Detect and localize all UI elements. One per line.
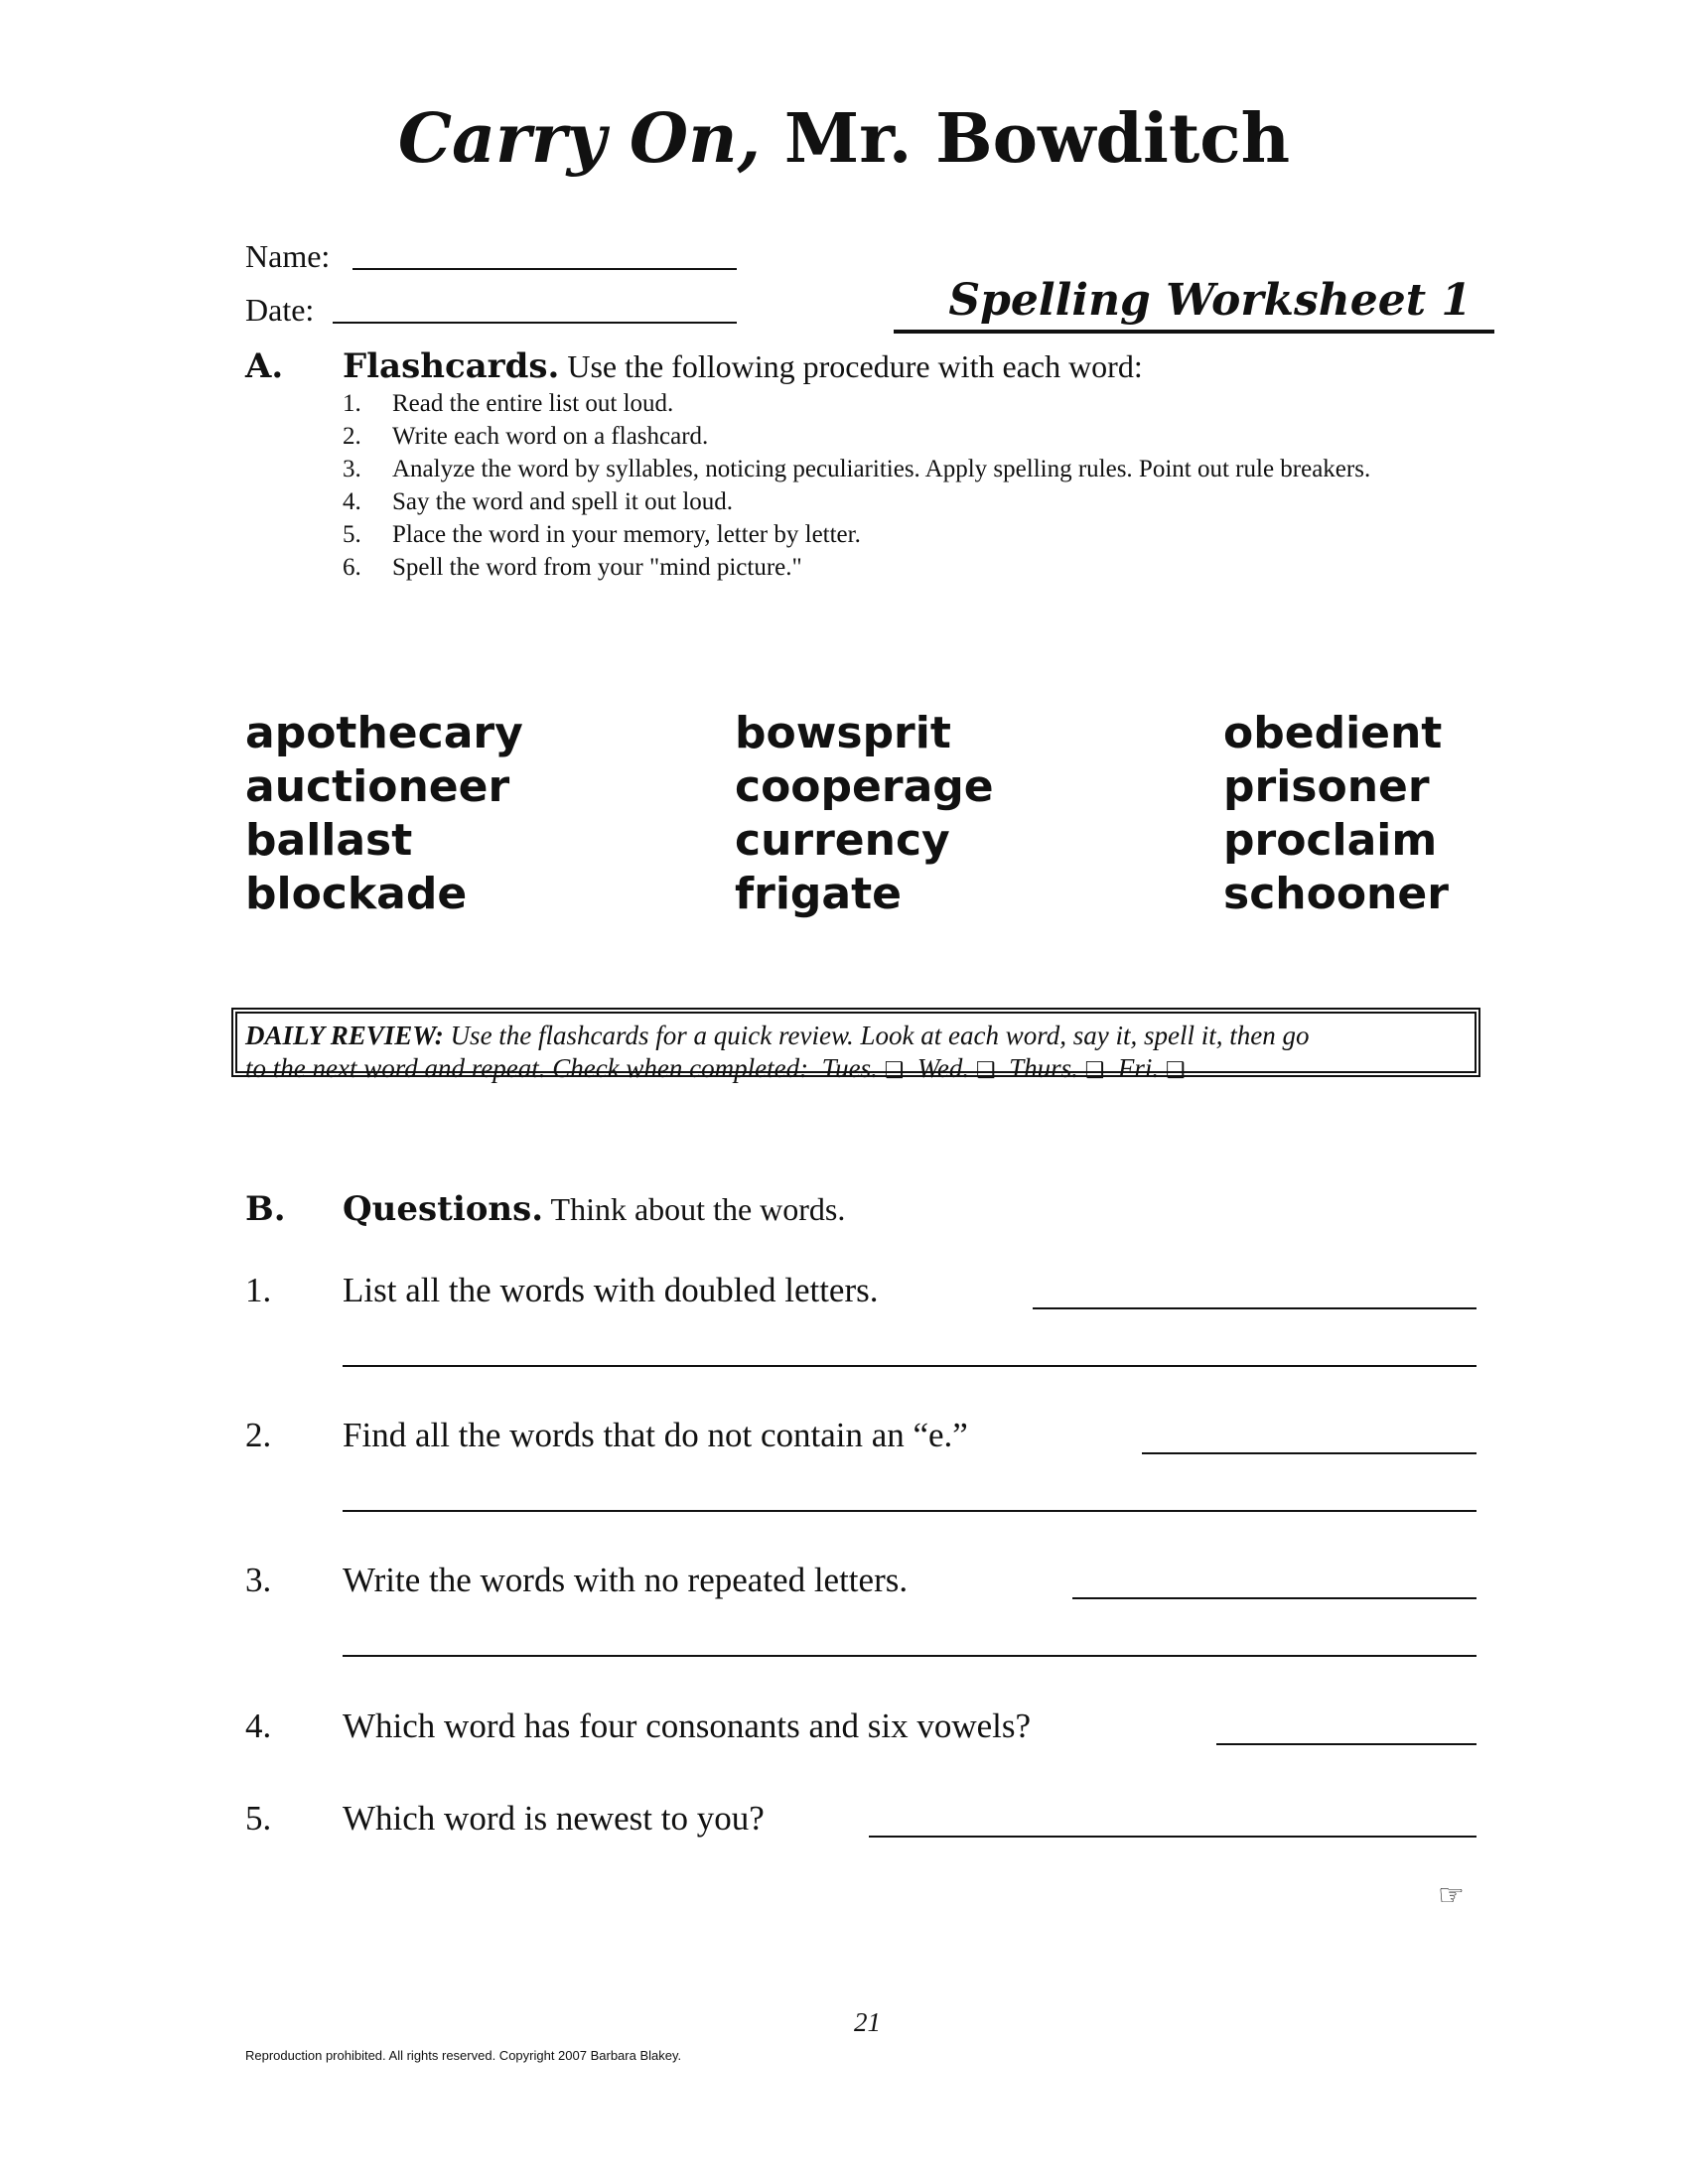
spelling-word: ballast	[245, 815, 413, 866]
answer-1-line-1[interactable]	[1033, 1307, 1477, 1309]
spelling-word: prisoner	[1223, 761, 1430, 812]
step-text: Say the word and spell it out loud.	[392, 488, 734, 515]
spelling-word: schooner	[1223, 869, 1449, 919]
checkbox-wed[interactable]: ❑	[975, 1057, 996, 1082]
page-title	[0, 94, 1688, 184]
step-item	[343, 485, 1465, 518]
daily-review-box	[231, 1008, 1480, 1083]
spelling-word: obedient	[1223, 708, 1443, 758]
daily-review-text: Use the flashcards for a quick review. Look at each word, say it, spell it, then go	[450, 1021, 1310, 1050]
day-thurs-label: Thurs.	[1009, 1053, 1078, 1083]
checkbox-fri[interactable]: ❑	[1165, 1057, 1186, 1082]
question-4-text: Which word has four consonants and six vowels?	[343, 1706, 1032, 1745]
section-b-heading	[343, 1189, 845, 1229]
step-number: 4.	[343, 488, 361, 515]
day-tues-label: Tues.	[821, 1053, 878, 1083]
worksheet-title-rule	[894, 330, 1494, 334]
question-2-text: Find all the words that do not contain an “e.”	[343, 1416, 968, 1454]
question-2-number: 2.	[245, 1416, 272, 1454]
step-number: 1.	[343, 390, 361, 417]
spelling-word: currency	[735, 815, 950, 866]
step-number: 5.	[343, 521, 361, 548]
step-item	[343, 453, 1465, 485]
spelling-word: frigate	[735, 869, 902, 919]
daily-review-line-2	[245, 1052, 1467, 1086]
daily-review-label: DAILY REVIEW:	[245, 1021, 444, 1050]
question-1-text: List all the words with doubled letters.	[343, 1271, 879, 1309]
step-number: 3.	[343, 456, 361, 482]
step-text: Place the word in your memory, letter by letter.	[392, 521, 861, 548]
checkbox-thurs[interactable]: ❑	[1084, 1057, 1105, 1082]
name-label: Name:	[245, 238, 331, 274]
daily-review-line-1	[245, 1020, 1467, 1052]
step-number: 2.	[343, 423, 361, 450]
section-a-letter: A.	[245, 346, 284, 386]
daily-review-text-2: to the next word and repeat. Check when completed:	[245, 1053, 809, 1083]
question-5-number: 5.	[245, 1799, 272, 1838]
title-italic: Carry On,	[397, 99, 762, 179]
spelling-word: blockade	[245, 869, 468, 919]
answer-2-line-1[interactable]	[1142, 1452, 1477, 1454]
page-number: 21	[854, 2007, 881, 2037]
step-text: Spell the word from your "mind picture."	[392, 554, 802, 581]
day-wed-label: Wed.	[916, 1053, 970, 1083]
section-a-title: Flashcards.	[343, 346, 560, 386]
answer-3-line-2[interactable]	[343, 1655, 1477, 1657]
spelling-word: apothecary	[245, 708, 523, 758]
step-item	[343, 420, 1465, 453]
answer-2-line-2[interactable]	[343, 1510, 1477, 1512]
question-3-number: 3.	[245, 1561, 272, 1599]
word-column-3	[1223, 707, 1449, 921]
step-text: Analyze the word by syllables, noticing peculiarities. Apply spelling rules. Point out rule breakers.	[392, 456, 1371, 482]
question-3-text: Write the words with no repeated letters.	[343, 1561, 909, 1599]
pointing-hand-icon: ☞	[1438, 1879, 1465, 1912]
day-fri-label: Fri.	[1117, 1053, 1160, 1083]
step-item	[343, 551, 1465, 584]
question-1-number: 1.	[245, 1271, 272, 1309]
answer-1-line-2[interactable]	[343, 1365, 1477, 1367]
step-text: Write each word on a flashcard.	[392, 423, 709, 450]
checkbox-tues[interactable]: ❑	[884, 1057, 905, 1082]
spelling-word: proclaim	[1223, 815, 1438, 866]
answer-5-line[interactable]	[869, 1836, 1477, 1838]
step-text: Read the entire list out loud.	[392, 390, 674, 417]
date-label: Date:	[245, 292, 315, 328]
spelling-word: auctioneer	[245, 761, 510, 812]
copyright-footer: Reproduction prohibited. All rights reserved. Copyright 2007 Barbara Blakey.	[245, 2048, 682, 2063]
flashcard-steps	[343, 387, 1465, 584]
section-a-heading	[343, 346, 1143, 386]
date-field[interactable]	[333, 322, 737, 324]
worksheet-title: Spelling Worksheet 1	[948, 275, 1472, 326]
word-column-1	[245, 707, 523, 921]
section-b-title: Questions.	[343, 1189, 544, 1229]
section-b-intro: Think about the words.	[550, 1191, 846, 1227]
question-4-number: 4.	[245, 1706, 272, 1745]
spelling-word: bowsprit	[735, 708, 951, 758]
step-number: 6.	[343, 554, 361, 581]
answer-4-line[interactable]	[1216, 1743, 1477, 1745]
question-5-text: Which word is newest to you?	[343, 1799, 765, 1838]
section-b-letter: B.	[245, 1189, 286, 1229]
spelling-word: cooperage	[735, 761, 994, 812]
title-rest: Mr. Bowditch	[783, 99, 1291, 179]
step-item	[343, 518, 1465, 551]
answer-3-line-1[interactable]	[1072, 1597, 1477, 1599]
word-column-2	[735, 707, 994, 921]
name-field[interactable]	[352, 268, 737, 270]
step-item	[343, 387, 1465, 420]
section-a-intro: Use the following procedure with each word:	[567, 348, 1143, 384]
